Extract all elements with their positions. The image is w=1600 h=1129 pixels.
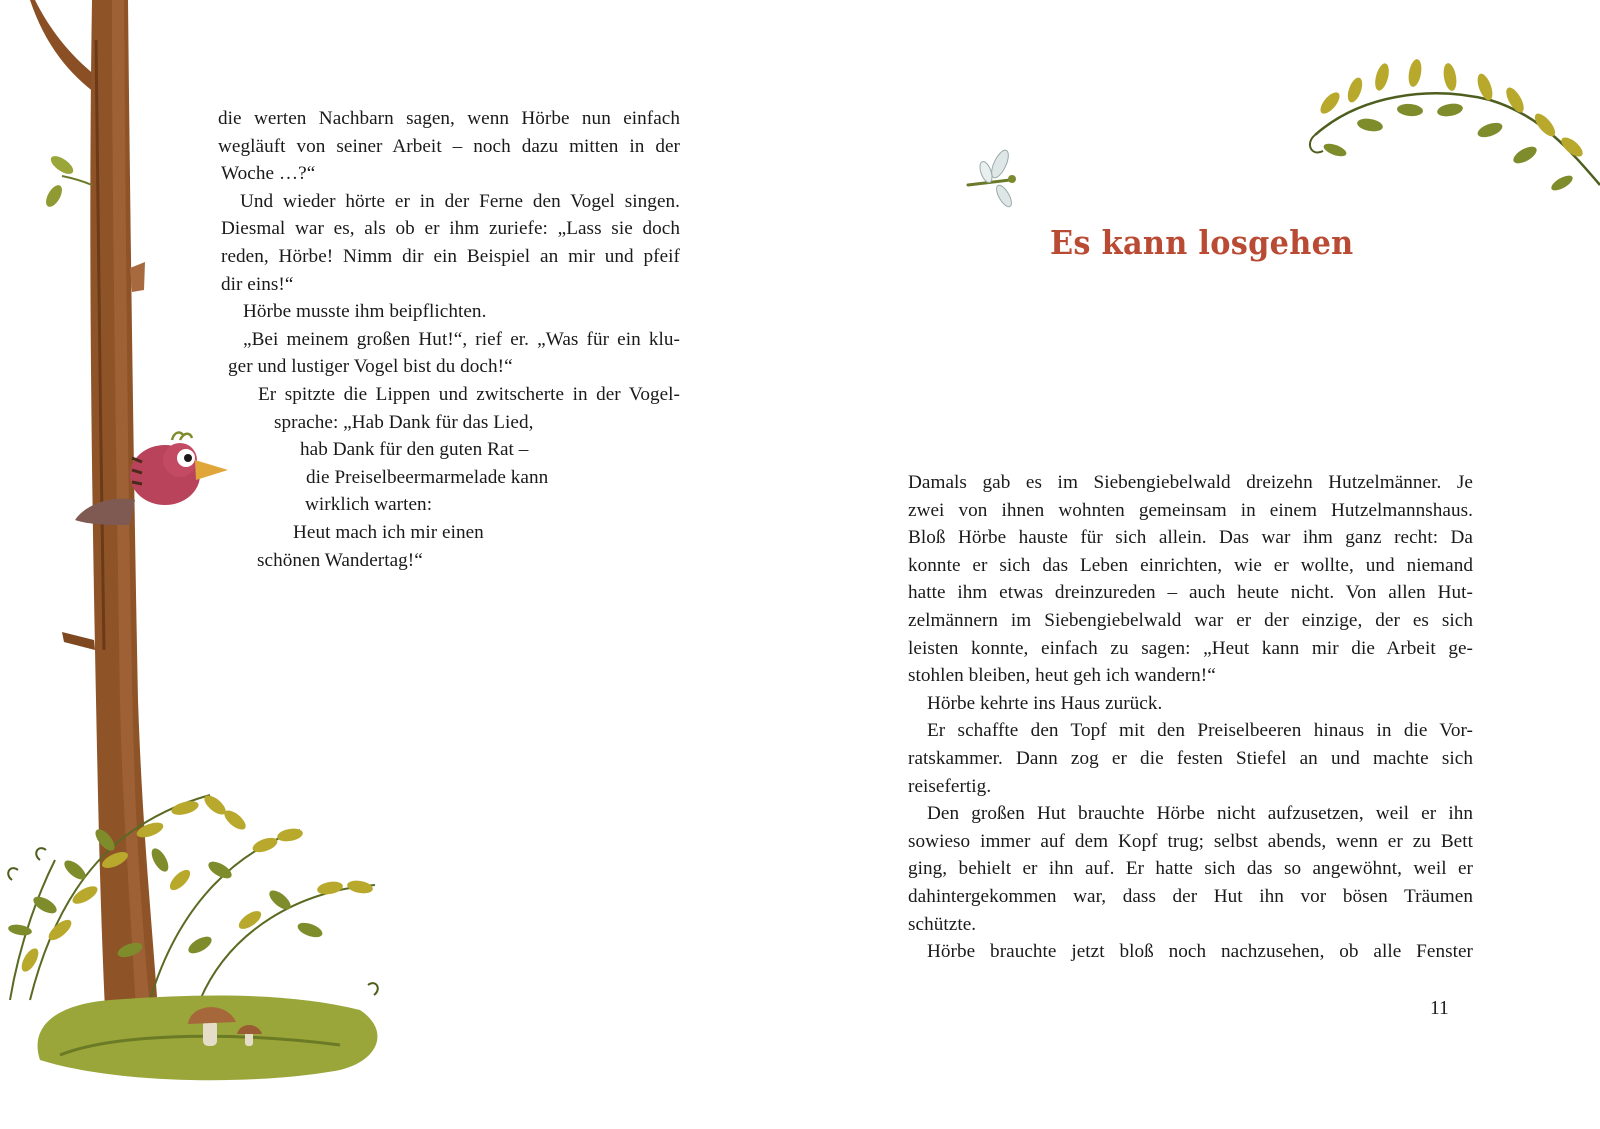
left-line-10: ger und lustiger Vogel bist du doch!“ bbox=[228, 356, 513, 378]
left-line-7: dir eins!“ bbox=[221, 273, 294, 295]
left-line-1: die werten Nachbarn sagen, wenn Hörbe nun einfach bbox=[218, 108, 680, 129]
left-line-8: Hörbe musste ihm beipflichten. bbox=[243, 301, 487, 323]
page-number: 11 bbox=[1430, 998, 1449, 1019]
right-line-6: zelmännern im Siebengiebelwald war er der einzige, der es sich bbox=[908, 609, 1473, 631]
right-line-11: ratskammer. Dann zog er die festen Stiefel an und machte sich bbox=[908, 747, 1473, 769]
left-line-16: Heut mach ich mir einen bbox=[293, 521, 484, 543]
right-line-12: reisefertig. bbox=[908, 775, 992, 797]
right-line-4: konnte er sich das Leben einrichten, wie er wollte, und niemand bbox=[908, 554, 1473, 576]
right-line-8: stohlen bleiben, heut geh ich wandern!“ bbox=[908, 665, 1216, 687]
right-line-10: Er schaffte den Topf mit den Preiselbeeren hinaus in die Vor- bbox=[927, 720, 1473, 742]
left-line-13: hab Dank für den guten Rat – bbox=[300, 439, 529, 461]
left-line-9: „Bei meinem großen Hut!“, rief er. „Was für ein klu- bbox=[243, 328, 680, 350]
right-line-13: Den großen Hut brauchte Hörbe nicht aufzusetzen, weil er ihn bbox=[927, 803, 1473, 825]
left-line-17: schönen Wandertag!“ bbox=[257, 549, 423, 571]
right-line-15: ging, behielt er ihn auf. Er hatte sich das so angewöhnt, weil er bbox=[908, 858, 1473, 880]
right-page-text bbox=[0, 469, 1480, 966]
left-line-2: wegläuft von seiner Arbeit – noch dazu mitten in der bbox=[218, 135, 680, 157]
left-line-12: sprache: „Hab Dank für das Lied, bbox=[274, 411, 534, 433]
right-line-5: hatte ihm etwas dreinzureden – auch heute nicht. Von allen Hut- bbox=[908, 582, 1473, 604]
dragonfly-illustration bbox=[960, 150, 1030, 210]
left-line-3: Woche …?“ bbox=[221, 163, 316, 185]
left-line-6: reden, Hörbe! Nimm dir ein Beispiel an mir und pfeif bbox=[221, 245, 680, 267]
right-line-7: leisten konnte, einfach zu sagen: „Heut kann mir die Arbeit ge- bbox=[908, 637, 1473, 659]
right-line-2: zwei von ihnen wohnten gemeinsam in einem Hutzelmannshaus. bbox=[908, 499, 1473, 521]
right-line-9: Hörbe kehrte ins Haus zurück. bbox=[927, 692, 1163, 714]
right-line-17: schützte. bbox=[908, 913, 977, 935]
chapter-title: Es kann losgehen bbox=[1050, 223, 1354, 262]
left-line-15: wirklich warten: bbox=[305, 494, 433, 516]
leafy-vine-illustration bbox=[1300, 55, 1600, 205]
left-line-4: Und wieder hörte er in der Ferne den Vogel singen. bbox=[240, 190, 680, 212]
right-line-18: Hörbe brauchte jetzt bloß noch nachzusehen, ob alle Fenster bbox=[927, 941, 1473, 963]
right-line-14: sowieso immer auf dem Kopf trug; selbst abends, wenn er zu Bett bbox=[908, 830, 1473, 852]
left-line-14: die Preiselbeermarmelade kann bbox=[306, 466, 549, 488]
left-line-11: Er spitzte die Lippen und zwitscherte in der Vogel- bbox=[258, 383, 680, 405]
left-line-5: Diesmal war es, als ob er ihm zuriefe: „Lass sie doch bbox=[221, 218, 680, 240]
right-line-16: dahintergekommen war, dass der Hut ihn vor bösen Träumen bbox=[908, 885, 1473, 907]
right-line-3: Bloß Hörbe hauste für sich allein. Das war ihm ganz recht: Da bbox=[908, 527, 1473, 549]
right-line-1: Damals gab es im Siebengiebelwald dreizehn Hutzelmänner. Je bbox=[908, 472, 1473, 493]
